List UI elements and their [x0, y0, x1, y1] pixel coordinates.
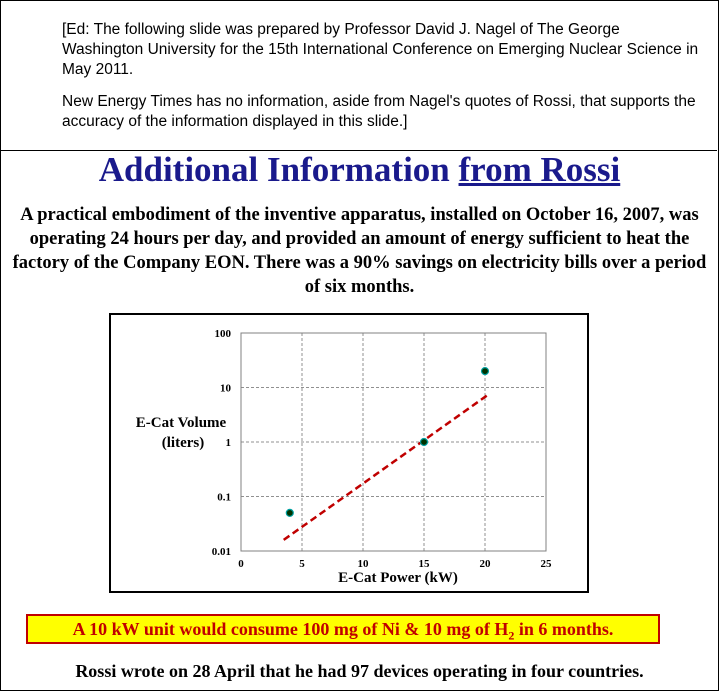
- y-tick-label: 0.01: [211, 546, 231, 558]
- chart-frame: [109, 313, 589, 593]
- x-axis-title: E-Cat Power (kW): [338, 570, 458, 586]
- y-tick-label: 1: [225, 437, 231, 449]
- data-point: [286, 509, 293, 516]
- title-part-1: Additional Information: [98, 150, 450, 189]
- data-point: [421, 439, 428, 446]
- trendline: [284, 394, 489, 540]
- y-tick-label: 0.1: [217, 491, 231, 504]
- title-part-2: from Rossi: [458, 150, 621, 189]
- x-tick-label: 20: [479, 558, 491, 570]
- consumption-callout: [26, 614, 660, 644]
- callout-subscript: 2: [508, 628, 515, 643]
- slide-body-text: A practical embodiment of the inventive apparatus, installed on October 16, 2007, was operating 24 hours per day, and provided an amount of energy sufficient to heat the factory of the Company EON. There was a 90% savings on electricity bills over a period of six months.: [12, 205, 707, 297]
- x-tick-label: 15: [418, 558, 430, 570]
- callout-text: A 10 kW unit would consume 100 mg of Ni & 10 mg of H: [72, 619, 509, 639]
- data-point: [482, 368, 489, 375]
- x-tick-label: 25: [540, 558, 552, 570]
- slide-title: [0, 150, 719, 190]
- scatter-chart: [111, 315, 587, 591]
- y-axis-title-line-1: E-Cat Volume: [135, 415, 227, 431]
- x-tick-label: 5: [299, 558, 305, 570]
- y-tick-label: 100: [214, 328, 231, 340]
- x-tick-label: 10: [357, 558, 369, 570]
- y-tick-label: 10: [220, 382, 231, 395]
- editor-note-box: [0, 0, 717, 151]
- footer-text: Rossi wrote on 28 April that he had 97 devices operating in four countries.: [75, 661, 644, 681]
- y-axis-title-line-2: (liters): [161, 435, 205, 451]
- callout-text-end: in 6 months.: [514, 619, 614, 639]
- editor-note-paragraph-1: [Ed: The following slide was prepared by Professor David J. Nagel of The George Washington University for the 15th International Conference on Emerging Nuclear Science in May 2011.: [62, 21, 699, 78]
- x-tick-label: 0: [238, 558, 244, 570]
- editor-note-paragraph-2: New Energy Times has no information, aside from Nagel's quotes of Rossi, that supports the accuracy of the information displayed in this slide.]: [62, 93, 696, 130]
